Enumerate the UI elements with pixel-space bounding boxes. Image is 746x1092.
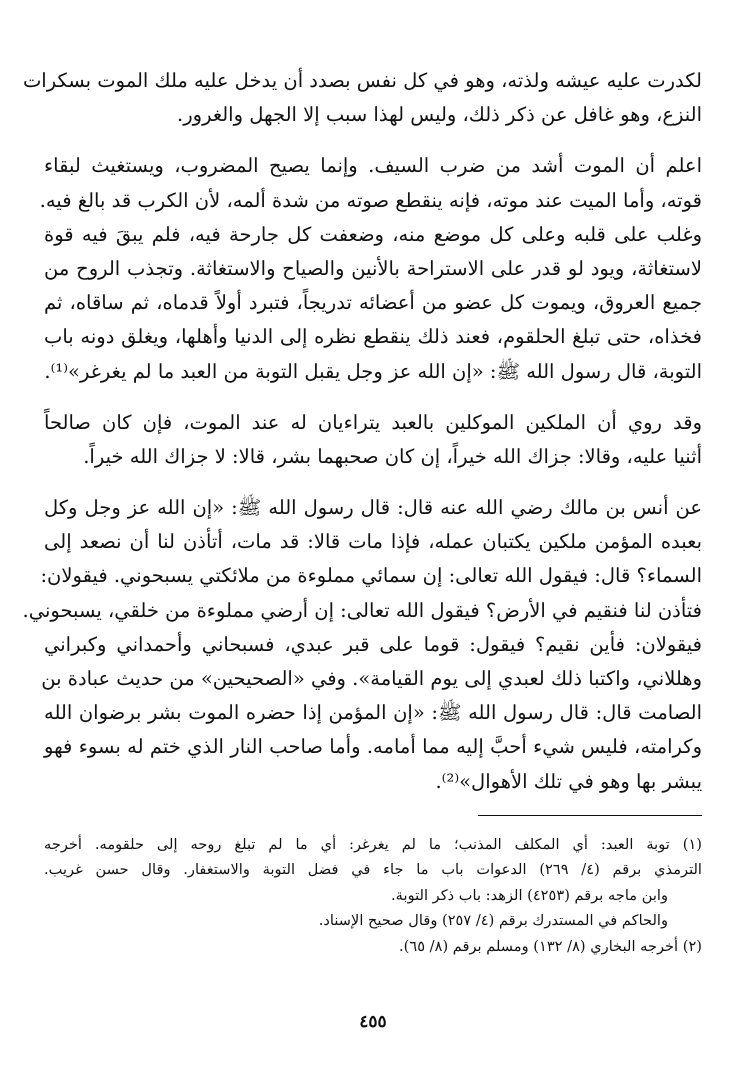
main-text	[22, 64, 702, 799]
text-line: فتأذن لنا فنقيم في الأرض؟ فيقول الله تعالى: إن أرضي مملوءة من خلقي، يسبحوني.	[22, 598, 702, 622]
paragraph-3	[44, 406, 702, 474]
text-line: وقد روي أن الملكين الموكلين بالعبد يتراءيان له عند الموت، فإن كان صالحاً	[44, 410, 702, 434]
text-line: فخذاه، حتى تبلغ الحلقوم، فعند ذلك ينقطع نظره إلى الدنيا وأهلها، ويغلق دونه باب	[44, 325, 702, 349]
footnote-line: (٢) أخرجه البخاري (٨/ ١٣٢) ومسلم برقم (٨/ ٦٥).	[399, 937, 702, 955]
text-line: عن أنس بن مالك رضي الله عنه قال: قال رسول الله ﷺ: «إن الله عز وجل وكل	[44, 496, 702, 520]
text-line: النزع، وهو غافل عن ذكر ذلك، وليس لهذا سبب إلا الجهل والغرور.	[177, 103, 702, 127]
text-line: فيقولان: فأين نقيم؟ فيقول: قوما على قبر عبدي، فسبحاني وأحمداني وكبراني	[44, 632, 702, 656]
footnote-line: (١) توبة العبد: أي المكلف المذنب؛ ما لم يغرغر: أي ما لم تبلغ روحه إلى حلقومه. أخرجه	[44, 836, 702, 853]
text-line: السماء؟ قال: فيقول الله تعالى: إن سمائي مملوءة من ملائكتي يسبحوني. فيقولان:	[40, 564, 702, 588]
text-line: لكدرت عليه عيشه ولذته، وهو في كل نفس بصدد أن يدخل عليه ملك الموت بسكرات	[22, 69, 702, 92]
text-line: اعلم أن الموت أشد من ضرب السيف. وإنما يصيح المضروب، ويستغيث لبقاء	[44, 154, 702, 178]
paragraph-2	[39, 149, 702, 388]
page-number: ٤٥٥	[359, 1012, 387, 1032]
paragraph-4	[22, 491, 702, 799]
footnote-line: الترمذي برقم (٤/ ٢٦٩) الدعوات باب ما جاء في فضل التوبة والاستغفار. وقال حسن غريب.	[44, 861, 702, 879]
text-line: لاستغاثة، ويود لو قدر على الاستراحة بالأنين والصياح والاستغاثة. وتجذب الروح من	[44, 256, 702, 280]
text-line: جميع العروق، ويموت كل عضو من أعضائه تدريجاً، فتبرد أولاً قدماه، ثم ساقاه، ثم	[44, 291, 702, 315]
text-line: التوبة، قال رسول الله ﷺ: «إن الله عز وجل يقبل التوبة من العبد ما لم يغرغر»⁽¹⁾.	[44, 359, 702, 383]
footnote-line: وابن ماجه برقم (٤٢٥٣) الزهد: باب ذكر التوبة.	[391, 886, 668, 904]
text-line: بعبده المؤمن ملكين يكتبان عمله، فإذا مات قالا: قد مات، أتأذن لنا أن نصعد إلى	[44, 530, 702, 554]
text-line: قوته، وأما الميت عند موته، فإنه ينقطع صوته من شدة ألمه، لأن الكرب قد بالغ فيه.	[39, 188, 702, 212]
footnote-separator	[478, 815, 702, 816]
footnotes	[44, 832, 702, 959]
paragraph-1	[22, 64, 702, 132]
footnote-line: والحاكم في المستدرك برقم (٤/ ٢٥٧) وقال صحيح الإسناد.	[318, 912, 668, 930]
text-line: أثنيا عليه، وقالا: جزاك الله خيراً، إن كان صحبهما بشر، قالا: لا جزاك الله خيراً.	[83, 444, 702, 468]
text-line: وكرامته، فليس شيء أحبَّ إليه مما أمامه. وأما صاحب النار الذي ختم له بسوء فهو	[44, 735, 702, 759]
text-line: الصامت قال: قال رسول الله ﷺ: «إن المؤمن إذا حضره الموت بشر برضوان الله	[44, 701, 702, 725]
text-line: وغلب على قلبه وعلى كل موضع منه، وضعفت كل جارحة فيه، فلم يبقَ فيه قوة	[44, 222, 702, 246]
text-line: وهللاني، واكتبا ذلك لعبدي إلى يوم القيامة». وفي «الصحيحين» من حديث عبادة بن	[41, 667, 702, 690]
text-line: يبشر بها وهو في تلك الأهوال»⁽²⁾.	[435, 769, 702, 793]
